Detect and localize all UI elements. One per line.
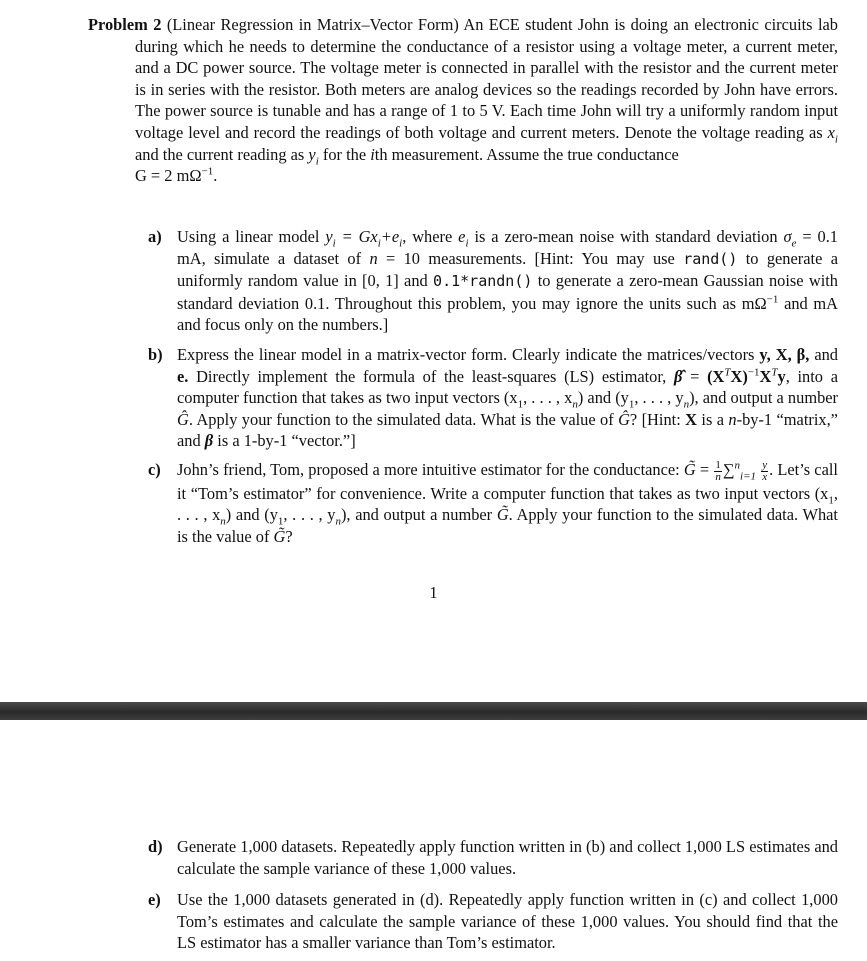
part-e-label: e) bbox=[148, 890, 161, 909]
page-number: 1 bbox=[429, 583, 438, 602]
sum-symbol: ∑ bbox=[722, 460, 735, 479]
document-page-2 bbox=[0, 720, 867, 961]
part-b: b) Express the linear model in a matrix-vector form. Clearly indicate the matrices/vectors y, X, β, and e. Directly implement the formula of the least-squares (LS) estimator, β̂ = $(X^TX)^{-1}X^Ty$, into a computer function that takes as two input vectors ($x_1$, . . . , $x_n$) and ($y_1$, . . . , $y_n$), and output a number Ĝ. Apply your function to the simulated data. What is the value of Ĝ? [Hint: X is a n-by-1 “matrix,” and β is a 1-by-1 “vector.”] bbox=[148, 345, 838, 451]
code-randn: 0.1*randn() bbox=[433, 272, 533, 291]
code-rand: rand() bbox=[683, 249, 738, 268]
part-a: a) Using a linear model $y_i = Gx_i+e_i$, where $e_i$ is a zero-mean noise with standard deviation $\sigma_e = 0.1$ mA, simulate a dataset of n = 10 measurements. [Hint: You may use rand() to generate a uniformly random value in [0, 1] and 0.1*randn() to generate a zero-mean Gaussian noise with standard deviation 0.1. Throughout this problem, you may ignore the units such as $m\Omega^{-1}$ and mA and focus only on the numbers.] bbox=[148, 227, 838, 335]
part-c: c) John’s friend, Tom, proposed a more intuitive estimator for the conductance: G̃ = $\frac{1}{n}$ ∑$^n_{i=1}$ $\frac{y}{x}$ . Let’s call it “Tom’s estimator” for convenience. Write a computer function that takes as two input vectors ($x_1$, . . . , $x_n$) and ($y_1$, . . . , $y_n$), and output a number G̃. Apply your function to the simulated data. What is the value of G̃? bbox=[148, 458, 838, 546]
part-e bbox=[148, 889, 838, 954]
part-d-label: d) bbox=[148, 837, 163, 856]
true-conductance: G = 2 mΩ bbox=[135, 166, 202, 186]
fraction-y-over-x: $\frac{y}{x}$ bbox=[762, 458, 768, 483]
part-d-text: Generate 1,000 datasets. Repeatedly apply function written in (b) and collect 1,000 LS estimates and calculate the sample variance of these 1,000 values. bbox=[177, 837, 838, 878]
problem-intro: (Linear Regression in Matrix–Vector Form) An ECE student John is doing an electronic circuits lab during which he needs to determine the conductance of a resistor using a voltage meter, a current meter, and a DC power source. The voltage meter is connected in parallel with the resistor and the current meter is in series with the resistor. Both meters are analog devices so the readings recorded by John have errors. The power source is tunable and has a range of 1 to 5 V. Each time John will try a uniformly random input voltage level and record the readings of both voltage and current meters. Denote the voltage reading as bbox=[135, 15, 838, 142]
fraction-one-over-n: $\frac{1}{n}$ bbox=[715, 458, 721, 483]
part-a-label: a) bbox=[148, 227, 162, 246]
part-d bbox=[148, 836, 838, 879]
problem-statement: Problem 2 (Linear Regression in Matrix–Vector Form) An ECE student John is doing an electronic circuits lab during which he needs to determine the conductance of a resistor using a voltage meter, a current meter, and a DC power source. The voltage meter is connected in parallel with the resistor and the current meter is in series with the resistor. Both meters are analog devices so the readings recorded by John have errors. The power source is tunable and has a range of 1 to 5 V. Each time John will try a uniformly random input voltage level and record the readings of both voltage and current meters. Denote the voltage reading as $x_i$ and the current reading as $y_i$ for the ith measurement. Assume the true conductance G = 2 $m\Omega^{-1}$. bbox=[88, 15, 838, 186]
page-divider bbox=[0, 702, 867, 720]
part-e-text: Use the 1,000 datasets generated in (d). Repeatedly apply function written in (c) and collect 1,000 Tom’s estimates and calculate the sample variance of these 1,000 values. You should find that the LS estimator has a smaller variance than Tom’s estimator. bbox=[177, 890, 838, 953]
part-c-label: c) bbox=[148, 460, 161, 479]
problem-label: Problem 2 bbox=[88, 15, 162, 34]
part-b-label: b) bbox=[148, 345, 163, 364]
